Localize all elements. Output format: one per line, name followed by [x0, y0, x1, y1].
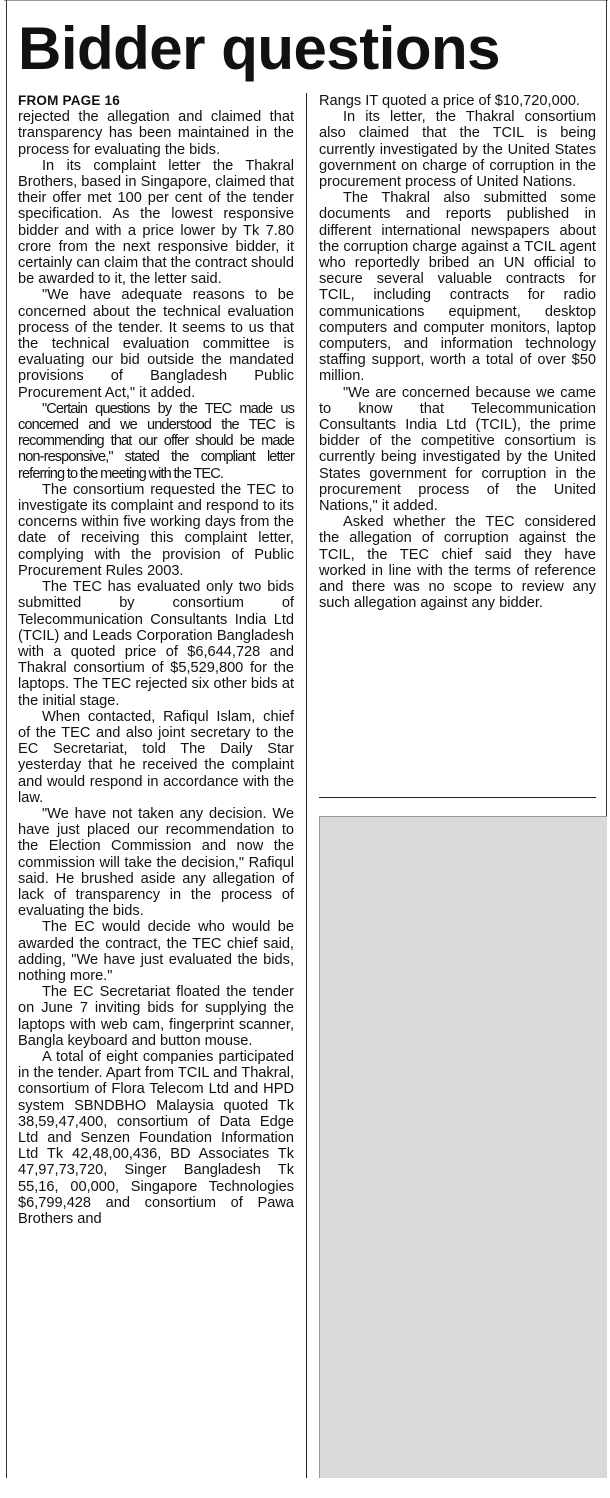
paragraph: A total of eight companies participated in the tender. Apart from TCIL and Thakral, consortium of Flora Telecom Ltd and HPD system SBNDBHO Malaysia quoted Tk 38,59,47,400, consortium of Data Edge Ltd and Senzen Foundation Information Ltd Tk 42,48,00,436, BD Associates Tk 47,97,73,720, Singer Bangladesh Tk 55,16, 00,000, Singapore Technologies $6,799,428 and consortium of Pawa Brothers and	[18, 1048, 294, 1228]
paragraph: The Thakral also submitted some documents and reports published in different international newspapers about the corruption charge against a TCIL agent who reportedly bribed an UN official to secure several valuable contracts for TCIL, including contracts for radio communications equipment, desktop computers and computer monitors, laptop computers, and information technology staffing support, worth a total of over $50 million.	[319, 190, 596, 385]
paragraph: The consortium requested the TEC to investigate its complaint and respond to its concerns within five working days from the date of receiving this complaint letter, complying with the provision of Public Procurement Rules 2003.	[18, 481, 294, 579]
paragraph: Asked whether the TEC considered the allegation of corruption against the TCIL, the TEC chief said they have worked in line with the terms of reference and there was no scope to review any such allegation against any bidder.	[319, 514, 596, 612]
paragraph: In its letter, the Thakral consortium also claimed that the TCIL is being currently investigated by the United States government on charge of corruption in the procurement process of United Nations.	[319, 109, 596, 191]
clipping-left-edge	[6, 0, 7, 1478]
blank-advertisement-area	[319, 816, 607, 1478]
paragraph: "We have adequate reasons to be concerned about the technical evaluation process of the tender. It seems to us that the technical evaluation committee is evaluating our bid outside the mandated provisions of Bangladesh Public Procurement Act," it added.	[18, 287, 294, 401]
paragraph: The EC Secretariat floated the tender on June 7 inviting bids for supplying the laptops with web cam, fingerprint scanner, Bangla keyboard and button mouse.	[18, 984, 294, 1049]
jump-line: FROM PAGE 16	[18, 93, 120, 108]
paragraph: Rangs IT quoted a price of $10,720,000.	[319, 93, 580, 109]
paragraph: "Certain questions by the TEC made us concerned and we understood the TEC is recommending that our offer should be made non-responsive," stated the compliant letter referring to the meeting with the TEC.	[18, 400, 294, 482]
paragraph: In its complaint letter the Thakral Brothers, based in Singapore, claimed that their offer met 100 per cent of the tender specification. As the lowest responsive bidder and with a price lower by Tk 7.80 crore from the next responsive bidder, it certainly can claim that the contract should be awarded to it, the letter said.	[18, 157, 294, 288]
clipping-top-edge	[4, 0, 608, 1]
article-column-left	[18, 93, 294, 1227]
paragraph: rejected the allegation and claimed that transparency has been maintained in the process for evaluating the bids.	[18, 109, 294, 158]
paragraph: "We are concerned because we came to know that Telecommunication Consultants India Ltd (TCIL), the prime bidder of the competitive consortium is currently being investigated by the United States government for corruption in the procurement process of the United Nations," it added.	[319, 384, 596, 515]
paragraph: When contacted, Rafiqul Islam, chief of the TEC and also joint secretary to the EC Secretariat, told The Daily Star yesterday that he received the complaint and would respond in accordance with the law.	[18, 708, 294, 806]
headline: Bidder questions	[18, 15, 501, 82]
article-column-right	[319, 93, 596, 612]
article-end-rule	[319, 797, 596, 798]
paragraph: The TEC has evaluated only two bids submitted by consortium of Telecommunication Consultants India Ltd (TCIL) and Leads Corporation Bangladesh with a quoted price of $6,644,728 and Thakral consortium of $5,529,800 for the laptops. The TEC rejected six other bids at the initial stage.	[18, 579, 294, 709]
paragraph: The EC would decide who would be awarded the contract, the TEC chief said, adding, "We have just evaluated the bids, nothing more."	[18, 919, 294, 984]
paragraph: "We have not taken any decision. We have just placed our recommendation to the Election Commission and now the commission will take the decision," Rafiqul said. He brushed aside any allegation of lack of transparency in the process of evaluating the bids.	[18, 805, 294, 920]
column-divider	[306, 93, 307, 1478]
